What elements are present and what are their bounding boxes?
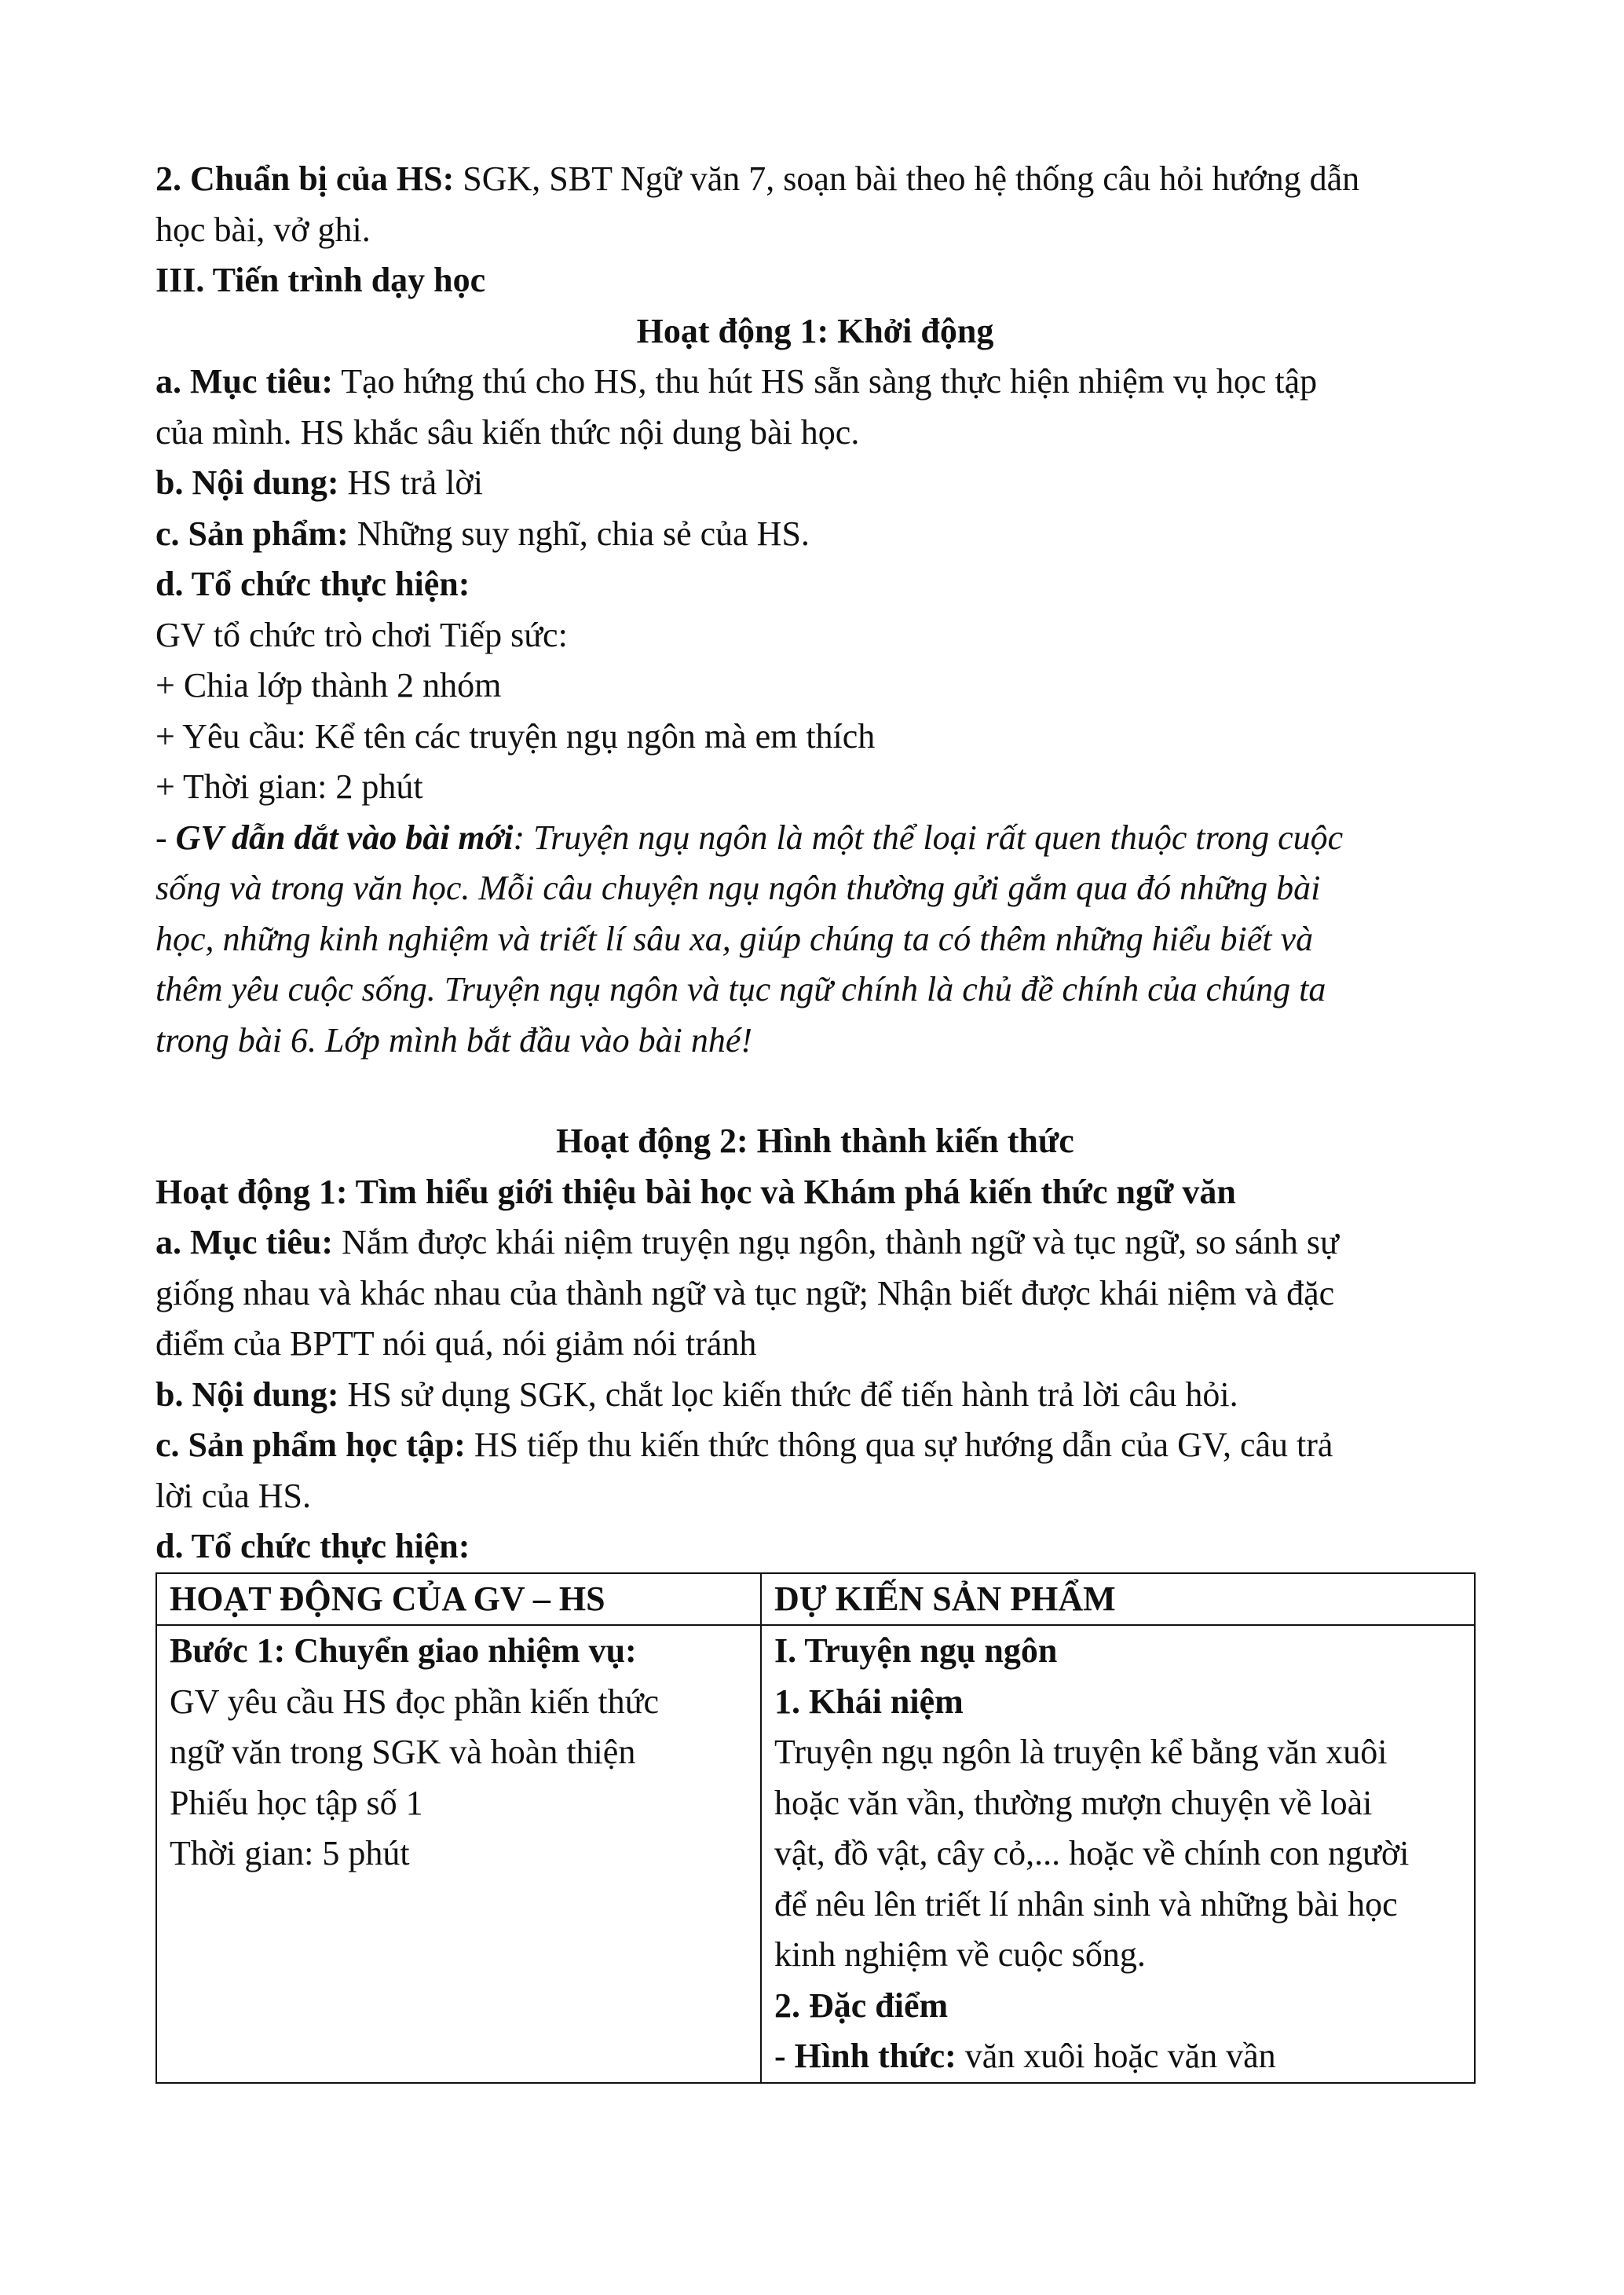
activity1-goal-cont: của mình. HS khắc sâu kiến thức nội dung bài học. — [155, 412, 860, 452]
lead-prefix: - — [155, 818, 176, 857]
content-label: b. Nội dung: — [155, 463, 339, 502]
activity1-goal — [155, 357, 1475, 408]
prep-paragraph — [155, 154, 1475, 205]
activity1-content — [155, 458, 1475, 509]
activity2-goal — [155, 1217, 1475, 1268]
prep-paragraph-cont: học bài, vở ghi. — [155, 210, 371, 249]
activity2-goal-cont: điểm của BPTT nói quá, nói giảm nói tránh — [155, 1324, 757, 1363]
right-sub2: 2. Đặc điểm — [774, 1986, 949, 2025]
def-line: để nêu lên triết lí nhân sinh và những bài học — [774, 1884, 1398, 1923]
product-text: Những suy nghĩ, chia sẻ của HS. — [348, 514, 810, 553]
goal-label: a. Mục tiêu: — [155, 362, 334, 401]
left-cell — [156, 1625, 761, 2083]
goal-label: a. Mục tiêu: — [155, 1223, 334, 1261]
section-title: III. Tiến trình dạy học — [155, 261, 486, 299]
lead-label: GV dẫn dắt vào bài mới — [175, 818, 514, 857]
activity2-subtitle: Hoạt động 1: Tìm hiểu giới thiệu bài học và Khám phá kiến thức ngữ văn — [155, 1172, 1236, 1211]
lead-line: học, những kinh nghiệm và triết lí sâu xa, giúp chúng ta có thêm những hiểu biết và — [155, 919, 1314, 958]
right-sub1: 1. Khái niệm — [774, 1682, 964, 1721]
table-header-row — [156, 1573, 1475, 1626]
lead-line: trong bài 6. Lớp mình bắt đầu vào bài nhé! — [155, 1020, 753, 1060]
table-row — [156, 1625, 1475, 2083]
left-line: ngữ văn trong SGK và hoàn thiện — [170, 1733, 636, 1771]
activity2-org-label: d. Tổ chức thực hiện: — [155, 1527, 470, 1565]
document-page — [155, 154, 1475, 2084]
content-text: HS trả lời — [338, 463, 483, 502]
product-label: c. Sản phẩm: — [155, 514, 349, 553]
org-line: + Thời gian: 2 phút — [155, 767, 423, 806]
left-line: Phiếu học tập số 1 — [170, 1783, 423, 1822]
form-label: - Hình thức: — [774, 2037, 956, 2075]
left-line: GV yêu cầu HS đọc phần kiến thức — [170, 1682, 660, 1721]
def-line: kinh nghiệm về cuộc sống. — [774, 1935, 1146, 1974]
activity1-product — [155, 509, 1475, 560]
activity2-product-cont: lời của HS. — [155, 1476, 312, 1515]
org-line: + Chia lớp thành 2 nhóm — [155, 666, 502, 705]
prep-label: 2. Chuẩn bị của HS: — [155, 159, 455, 198]
activity1-title: Hoạt động 1: Khởi động — [636, 311, 994, 350]
org-line: + Yêu cầu: Kể tên các truyện ngụ ngôn mà em thích — [155, 716, 876, 756]
content-text: HS sử dụng SGK, chắt lọc kiến thức để tiến hành trả lời câu hỏi. — [338, 1374, 1238, 1414]
lead-text: : Truyện ngụ ngôn là một thể loại rất quen thuộc trong cuộc — [513, 818, 1344, 857]
def-line: Truyện ngụ ngôn là truyện kể bằng văn xuôi — [774, 1733, 1388, 1771]
header-left: HOẠT ĐỘNG CỦA GV – HS — [156, 1573, 761, 1626]
step-label: Bước 1: Chuyển giao nhiệm vụ: — [170, 1631, 637, 1670]
right-cell — [761, 1625, 1475, 2083]
activity2-title: Hoạt động 2: Hình thành kiến thức — [556, 1122, 1074, 1160]
lead-line: sống và trong văn học. Mỗi câu chuyện ngụ ngôn thường gửi gắm qua đó những bài — [155, 869, 1321, 907]
form-line — [774, 2031, 1461, 2082]
product-label: c. Sản phẩm học tập: — [155, 1426, 466, 1464]
lead-line: thêm yêu cuộc sống. Truyện ngụ ngôn và tục ngữ chính là chủ đề chính của chúng ta — [155, 970, 1326, 1008]
spacer — [155, 1066, 1475, 1116]
prep-text: SGK, SBT Ngữ văn 7, soạn bài theo hệ thống câu hỏi hướng dẫn — [454, 159, 1360, 198]
right-heading: I. Truyện ngụ ngôn — [774, 1631, 1058, 1670]
goal-text: Tạo hứng thú cho HS, thu hút HS sẵn sàng thực hiện nhiệm vụ học tập — [333, 362, 1318, 401]
left-line: Thời gian: 5 phút — [170, 1834, 410, 1872]
header-right: DỰ KIẾN SẢN PHẨM — [761, 1573, 1475, 1626]
def-line: vật, đồ vật, cây cỏ,... hoặc về chính con người — [774, 1834, 1410, 1872]
content-label: b. Nội dung: — [155, 1374, 339, 1414]
activity2-product — [155, 1420, 1475, 1471]
activity2-goal-cont: giống nhau và khác nhau của thành ngữ và tục ngữ; Nhận biết được khái niệm và đặc — [155, 1273, 1335, 1312]
activity-table — [155, 1572, 1476, 2084]
product-text: HS tiếp thu kiến thức thông qua sự hướng dẫn của GV, câu trả — [465, 1426, 1333, 1464]
goal-text: Nắm được khái niệm truyện ngụ ngôn, thành ngữ và tục ngữ, so sánh sự — [333, 1223, 1339, 1261]
activity1-org-label: d. Tổ chức thực hiện: — [155, 565, 470, 603]
lead-paragraph — [155, 813, 1475, 864]
form-text: văn xuôi hoặc văn vần — [956, 2037, 1276, 2075]
def-line: hoặc văn vần, thường mượn chuyện về loài — [774, 1783, 1373, 1822]
activity2-content — [155, 1370, 1475, 1421]
org-line: GV tổ chức trò chơi Tiếp sức: — [155, 615, 568, 654]
